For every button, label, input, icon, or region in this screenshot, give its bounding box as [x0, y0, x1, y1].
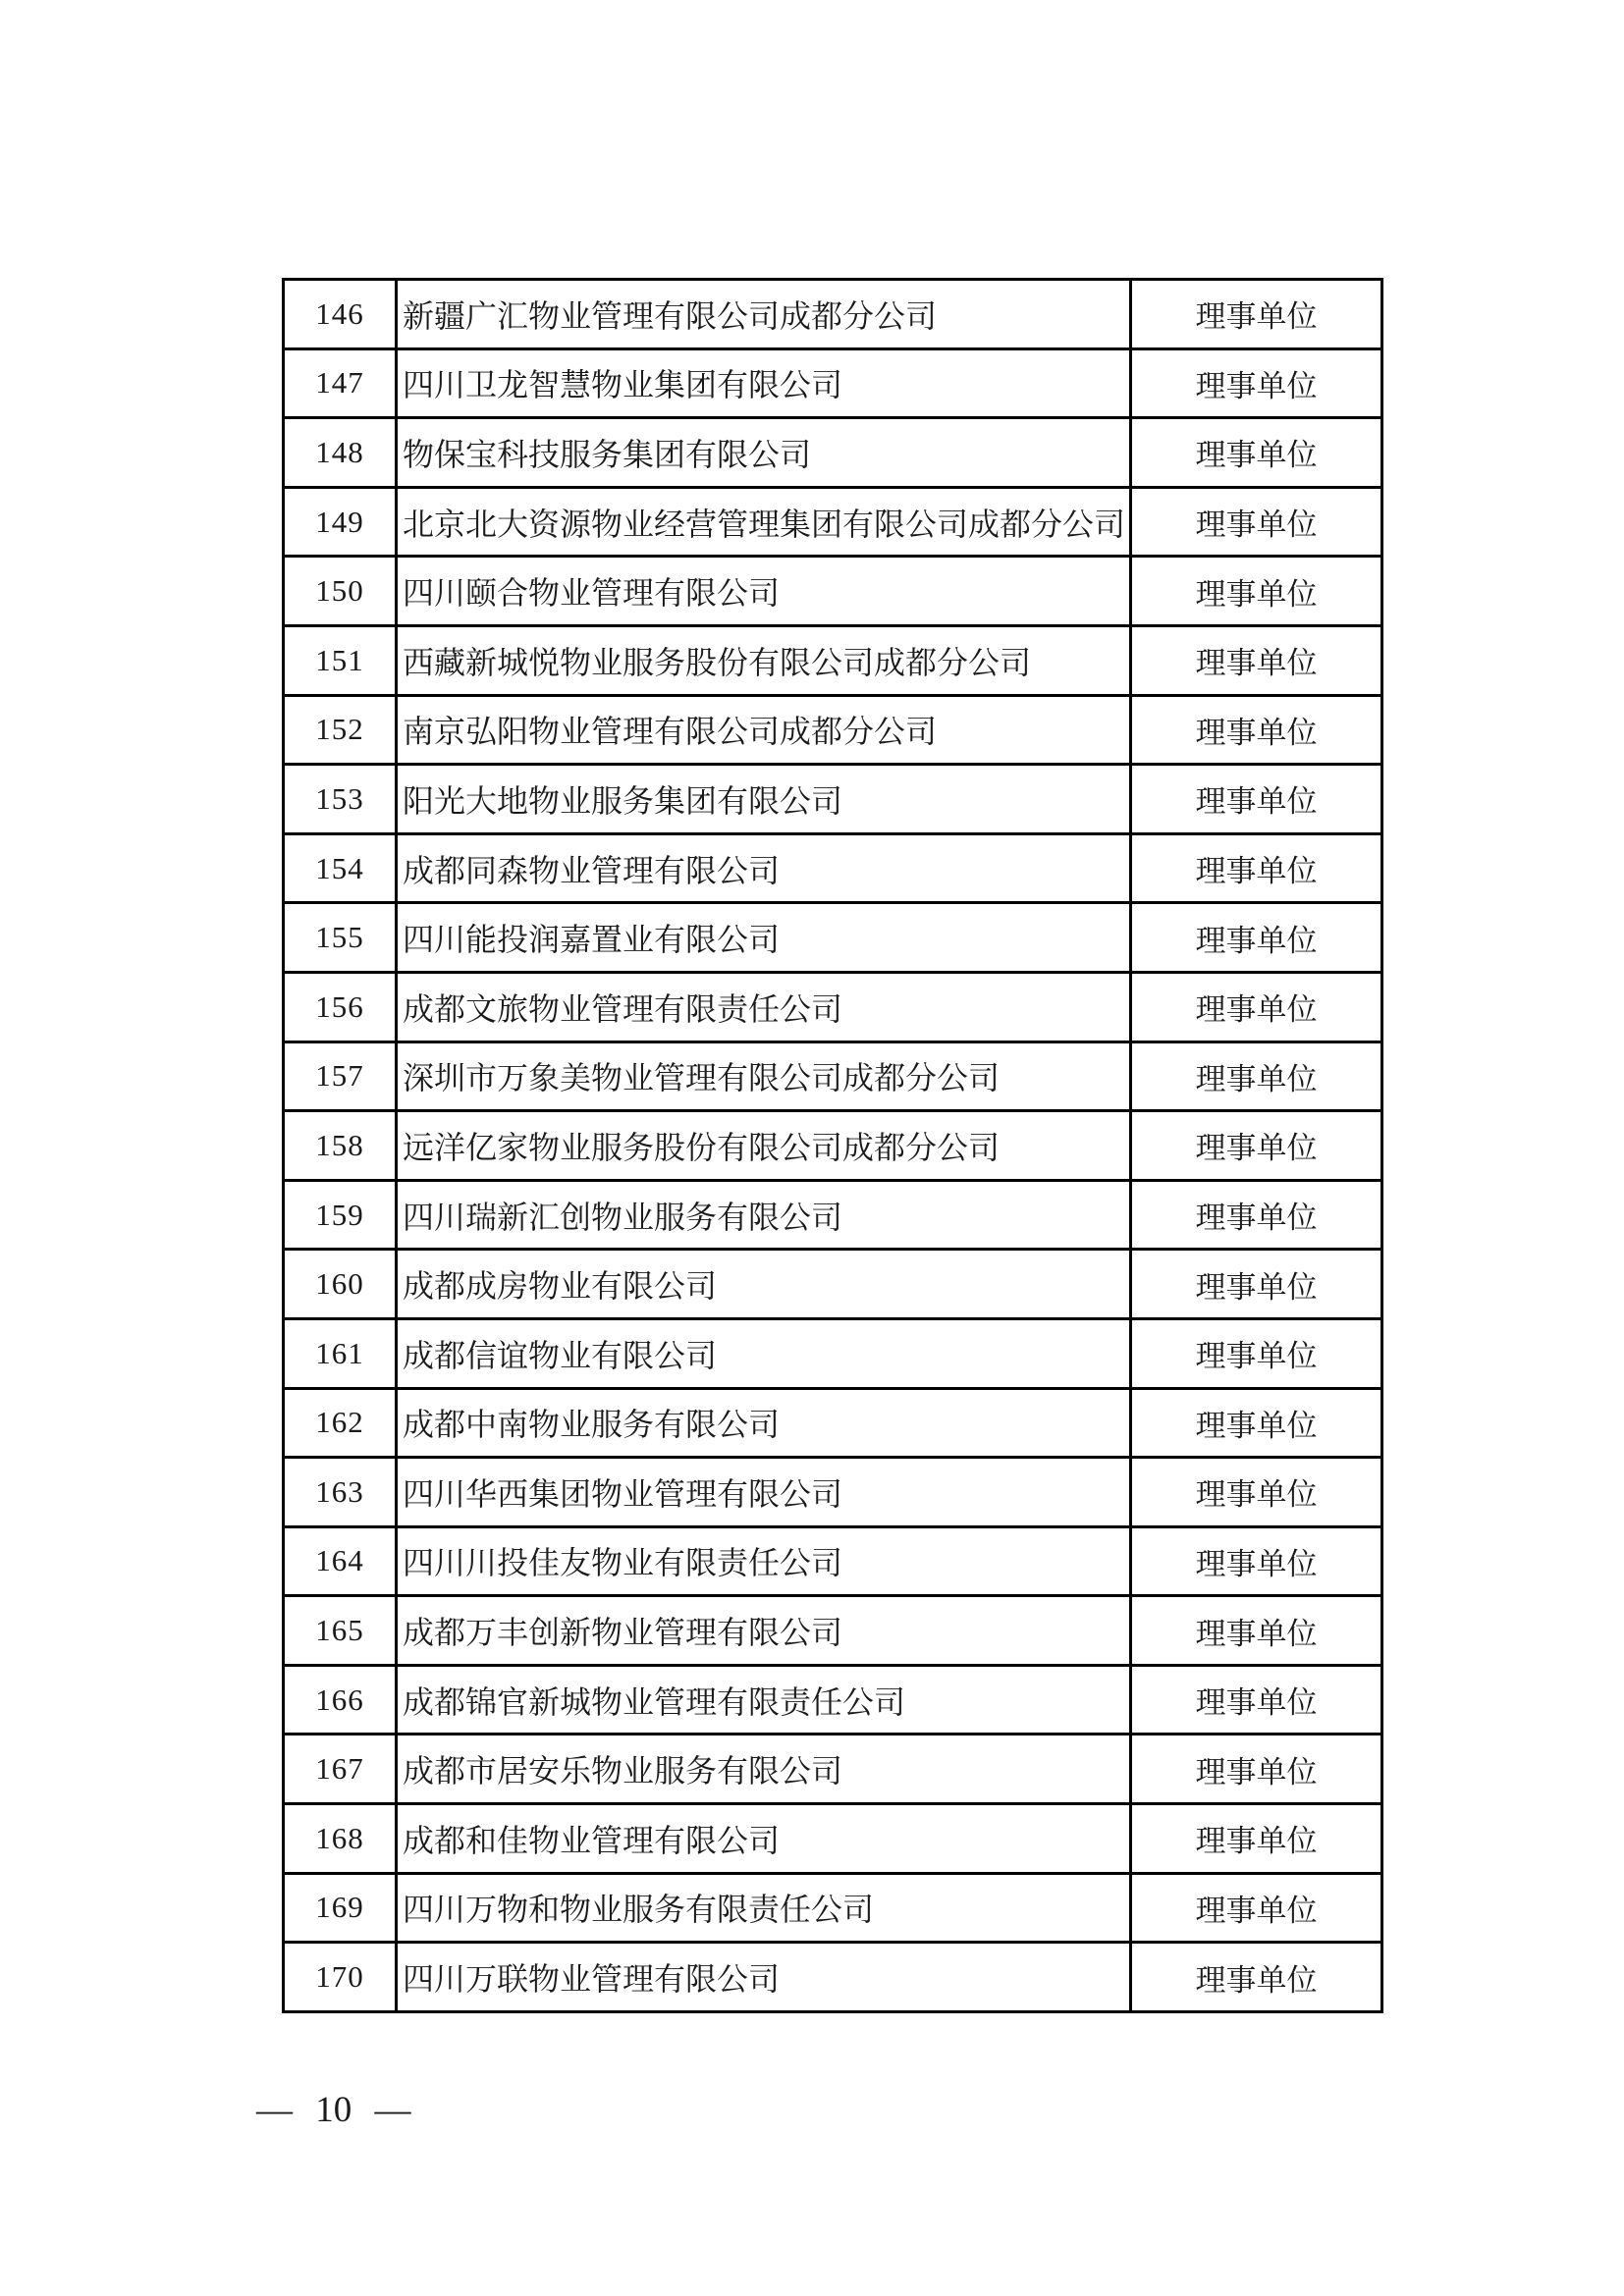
- row-number-cell: 151: [284, 625, 397, 695]
- row-number-cell: 161: [284, 1318, 397, 1388]
- table-row: [284, 1665, 1382, 1735]
- table-row: [284, 1526, 1382, 1596]
- row-number-cell: 162: [284, 1388, 397, 1458]
- company-name-cell: 成都信谊物业有限公司: [397, 1318, 1131, 1388]
- member-role-cell: 理事单位: [1131, 833, 1382, 903]
- company-name-cell: 成都中南物业服务有限公司: [397, 1388, 1131, 1458]
- table-row: [284, 1596, 1382, 1666]
- company-name-cell: 成都市居安乐物业服务有限公司: [397, 1735, 1131, 1804]
- member-role-cell: 理事单位: [1131, 1111, 1382, 1181]
- member-role-cell: 理事单位: [1131, 1250, 1382, 1319]
- company-name-cell: 北京北大资源物业经营管理集团有限公司成都分公司: [397, 487, 1131, 557]
- member-role-cell: 理事单位: [1131, 972, 1382, 1041]
- member-role-cell: 理事单位: [1131, 1665, 1382, 1735]
- member-role-cell: 理事单位: [1131, 1458, 1382, 1527]
- company-name-cell: 西藏新城悦物业服务股份有限公司成都分公司: [397, 625, 1131, 695]
- member-role-cell: 理事单位: [1131, 625, 1382, 695]
- member-role-cell: 理事单位: [1131, 348, 1382, 418]
- row-number-cell: 156: [284, 972, 397, 1041]
- member-role-cell: 理事单位: [1131, 1873, 1382, 1943]
- member-role-cell: 理事单位: [1131, 695, 1382, 765]
- table-row: [284, 695, 1382, 765]
- table-row: [284, 557, 1382, 626]
- row-number-cell: 147: [284, 348, 397, 418]
- row-number-cell: 152: [284, 695, 397, 765]
- row-number-cell: 163: [284, 1458, 397, 1527]
- company-name-cell: 四川瑞新汇创物业服务有限公司: [397, 1180, 1131, 1250]
- row-number-cell: 164: [284, 1526, 397, 1596]
- member-role-cell: 理事单位: [1131, 418, 1382, 488]
- row-number-cell: 165: [284, 1596, 397, 1666]
- row-number-cell: 155: [284, 903, 397, 973]
- company-name-cell: 成都成房物业有限公司: [397, 1250, 1131, 1319]
- table-row: [284, 487, 1382, 557]
- member-role-cell: 理事单位: [1131, 1318, 1382, 1388]
- company-name-cell: 四川能投润嘉置业有限公司: [397, 903, 1131, 973]
- table-row: [284, 1873, 1382, 1943]
- member-role-cell: 理事单位: [1131, 487, 1382, 557]
- table-row: [284, 972, 1382, 1041]
- row-number-cell: 170: [284, 1943, 397, 2012]
- row-number-cell: 159: [284, 1180, 397, 1250]
- company-name-cell: 四川川投佳友物业有限责任公司: [397, 1526, 1131, 1596]
- company-name-cell: 成都同森物业管理有限公司: [397, 833, 1131, 903]
- table-row: [284, 280, 1382, 349]
- member-role-cell: 理事单位: [1131, 280, 1382, 349]
- member-role-cell: 理事单位: [1131, 1735, 1382, 1804]
- company-name-cell: 新疆广汇物业管理有限公司成都分公司: [397, 280, 1131, 349]
- company-name-cell: 四川万联物业管理有限公司: [397, 1943, 1131, 2012]
- table-row: [284, 348, 1382, 418]
- member-role-cell: 理事单位: [1131, 1041, 1382, 1111]
- table-row: [284, 1041, 1382, 1111]
- row-number-cell: 168: [284, 1804, 397, 1874]
- table-row: [284, 1735, 1382, 1804]
- row-number-cell: 150: [284, 557, 397, 626]
- company-name-cell: 成都和佳物业管理有限公司: [397, 1804, 1131, 1874]
- row-number-cell: 146: [284, 280, 397, 349]
- row-number-cell: 149: [284, 487, 397, 557]
- member-table: [282, 278, 1383, 2013]
- table-row: [284, 1250, 1382, 1319]
- member-role-cell: 理事单位: [1131, 765, 1382, 834]
- company-name-cell: 四川颐合物业管理有限公司: [397, 557, 1131, 626]
- company-name-cell: 阳光大地物业服务集团有限公司: [397, 765, 1131, 834]
- table-row: [284, 1804, 1382, 1874]
- table-row: [284, 1180, 1382, 1250]
- company-name-cell: 远洋亿家物业服务股份有限公司成都分公司: [397, 1111, 1131, 1181]
- table-row: [284, 765, 1382, 834]
- row-number-cell: 167: [284, 1735, 397, 1804]
- row-number-cell: 153: [284, 765, 397, 834]
- row-number-cell: 148: [284, 418, 397, 488]
- member-role-cell: 理事单位: [1131, 1180, 1382, 1250]
- member-role-cell: 理事单位: [1131, 1388, 1382, 1458]
- company-name-cell: 成都锦官新城物业管理有限责任公司: [397, 1665, 1131, 1735]
- member-table-body: [284, 280, 1382, 2012]
- company-name-cell: 物保宝科技服务集团有限公司: [397, 418, 1131, 488]
- member-role-cell: 理事单位: [1131, 903, 1382, 973]
- table-row: [284, 1943, 1382, 2012]
- table-row: [284, 1318, 1382, 1388]
- company-name-cell: 四川卫龙智慧物业集团有限公司: [397, 348, 1131, 418]
- row-number-cell: 158: [284, 1111, 397, 1181]
- row-number-cell: 154: [284, 833, 397, 903]
- table-row: [284, 625, 1382, 695]
- row-number-cell: 160: [284, 1250, 397, 1319]
- company-name-cell: 南京弘阳物业管理有限公司成都分公司: [397, 695, 1131, 765]
- table-row: [284, 418, 1382, 488]
- row-number-cell: 157: [284, 1041, 397, 1111]
- table-row: [284, 903, 1382, 973]
- member-role-cell: 理事单位: [1131, 557, 1382, 626]
- row-number-cell: 166: [284, 1665, 397, 1735]
- member-role-cell: 理事单位: [1131, 1526, 1382, 1596]
- page-number: — 10 —: [256, 2090, 411, 2130]
- company-name-cell: 深圳市万象美物业管理有限公司成都分公司: [397, 1041, 1131, 1111]
- company-name-cell: 四川万物和物业服务有限责任公司: [397, 1873, 1131, 1943]
- company-name-cell: 四川华西集团物业管理有限公司: [397, 1458, 1131, 1527]
- table-row: [284, 1388, 1382, 1458]
- member-role-cell: 理事单位: [1131, 1804, 1382, 1874]
- member-role-cell: 理事单位: [1131, 1943, 1382, 2012]
- table-row: [284, 1111, 1382, 1181]
- table-row: [284, 1458, 1382, 1527]
- company-name-cell: 成都文旅物业管理有限责任公司: [397, 972, 1131, 1041]
- table-row: [284, 833, 1382, 903]
- row-number-cell: 169: [284, 1873, 397, 1943]
- member-role-cell: 理事单位: [1131, 1596, 1382, 1666]
- company-name-cell: 成都万丰创新物业管理有限公司: [397, 1596, 1131, 1666]
